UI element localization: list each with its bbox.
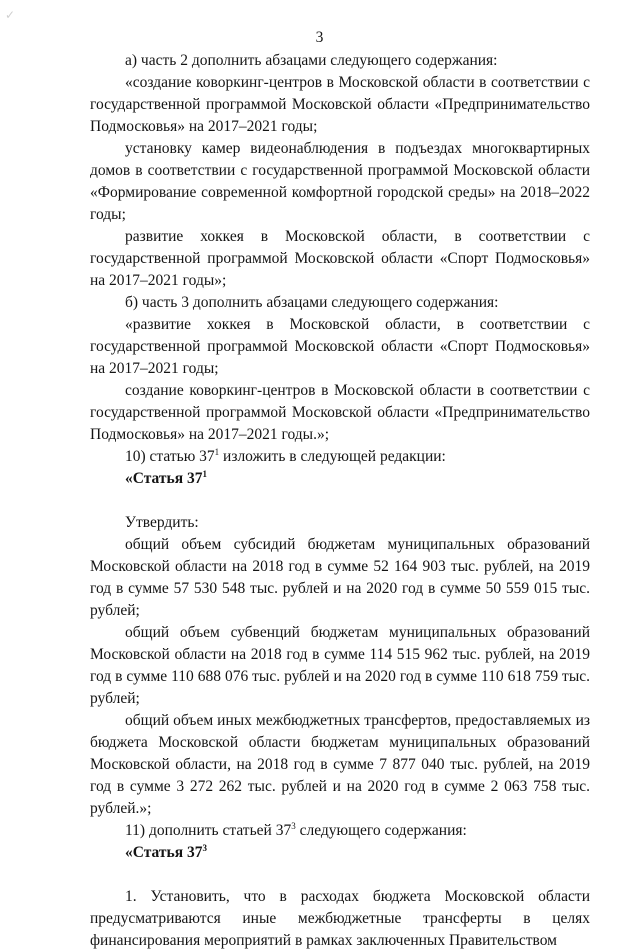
superscript: 1 (202, 468, 207, 479)
spacer (90, 490, 590, 512)
item-text: изложить в следующей редакции: (219, 448, 446, 465)
heading-text: «Статья 37 (125, 844, 203, 861)
paragraph: 1. Установить, что в расходах бюджета Московской области предусматриваются иные межбюджетные трансферты в целях финансирования мероприятий в рамках заключенных Правительством (90, 888, 590, 949)
superscript: 1 (214, 446, 220, 457)
paragraph: развитие хоккея в Московской области, в соответствии с государственной программой Московской области «Спорт Подмосковья» на 2017–2021 годы»; (90, 228, 590, 289)
page-number: 3 (315, 29, 324, 46)
spacer (90, 864, 590, 886)
paragraph: б) часть 3 дополнить абзацами следующего содержания: (125, 294, 499, 311)
scan-corner-mark: ✓ (4, 8, 16, 22)
superscript: 3 (202, 842, 207, 853)
paragraph: создание коворкинг-центров в Московской области в соответствии с государственной программой Московской области «Предпринимательство Подмосковья» на 2017–2021 годы.»; (90, 382, 590, 443)
item-text: следующего содержания: (295, 822, 467, 839)
amendment-item-10 (90, 446, 590, 468)
article-heading-37-3 (90, 842, 590, 864)
paragraph: «развитие хоккея в Московской области, в соответствии с государственной программой Московской области «Спорт Подмосковья» на 2017–2021 годы; (90, 316, 590, 377)
article-heading-37-1 (90, 468, 590, 490)
paragraph: «создание коворкинг-центров в Московской области в соответствии с государственной программой Московской области «Предпринимательство Подмосковья» на 2017–2021 годы; (90, 74, 590, 135)
item-text: 11) дополнить статьей 37 (125, 822, 292, 839)
approve-line: Утвердить: (125, 514, 199, 531)
paragraph: а) часть 2 дополнить абзацами следующего содержания: (125, 52, 498, 69)
paragraph: установку камер видеонаблюдения в подъездах многоквартирных домов в соответствии с государственной программой Московской области «Формирование современной комфортной городской среды» на 2018–2022 годы; (90, 140, 590, 223)
amendment-item-11 (90, 820, 590, 842)
paragraph: общий объем иных межбюджетных трансфертов, предоставляемых из бюджета Московской области бюджетам муниципальных образований Московской области, на 2018 год в сумме 7 877 040 тыс. рублей, на 2019 год в сумме 3 272 262 тыс. рублей и на 2020 год в сумме 2 063 758 тыс. рублей.»; (90, 712, 590, 817)
paragraph: общий объем субсидий бюджетам муниципальных образований Московской области на 2018 год в сумме 52 164 903 тыс. рублей, на 2019 год в сумме 57 530 548 тыс. рублей и на 2020 год в сумме 50 559 015 тыс. рублей; (90, 536, 590, 619)
superscript: 3 (291, 820, 296, 831)
document-body (90, 50, 590, 952)
item-text: 10) статью 37 (125, 448, 215, 465)
heading-text: «Статья 37 (125, 470, 203, 487)
paragraph: общий объем субвенций бюджетам муниципальных образований Московской области на 2018 год в сумме 114 515 962 тыс. рублей, на 2019 год в сумме 110 688 076 тыс. рублей и на 2020 год в сумме 110 618 759 тыс. рублей; (90, 624, 590, 707)
